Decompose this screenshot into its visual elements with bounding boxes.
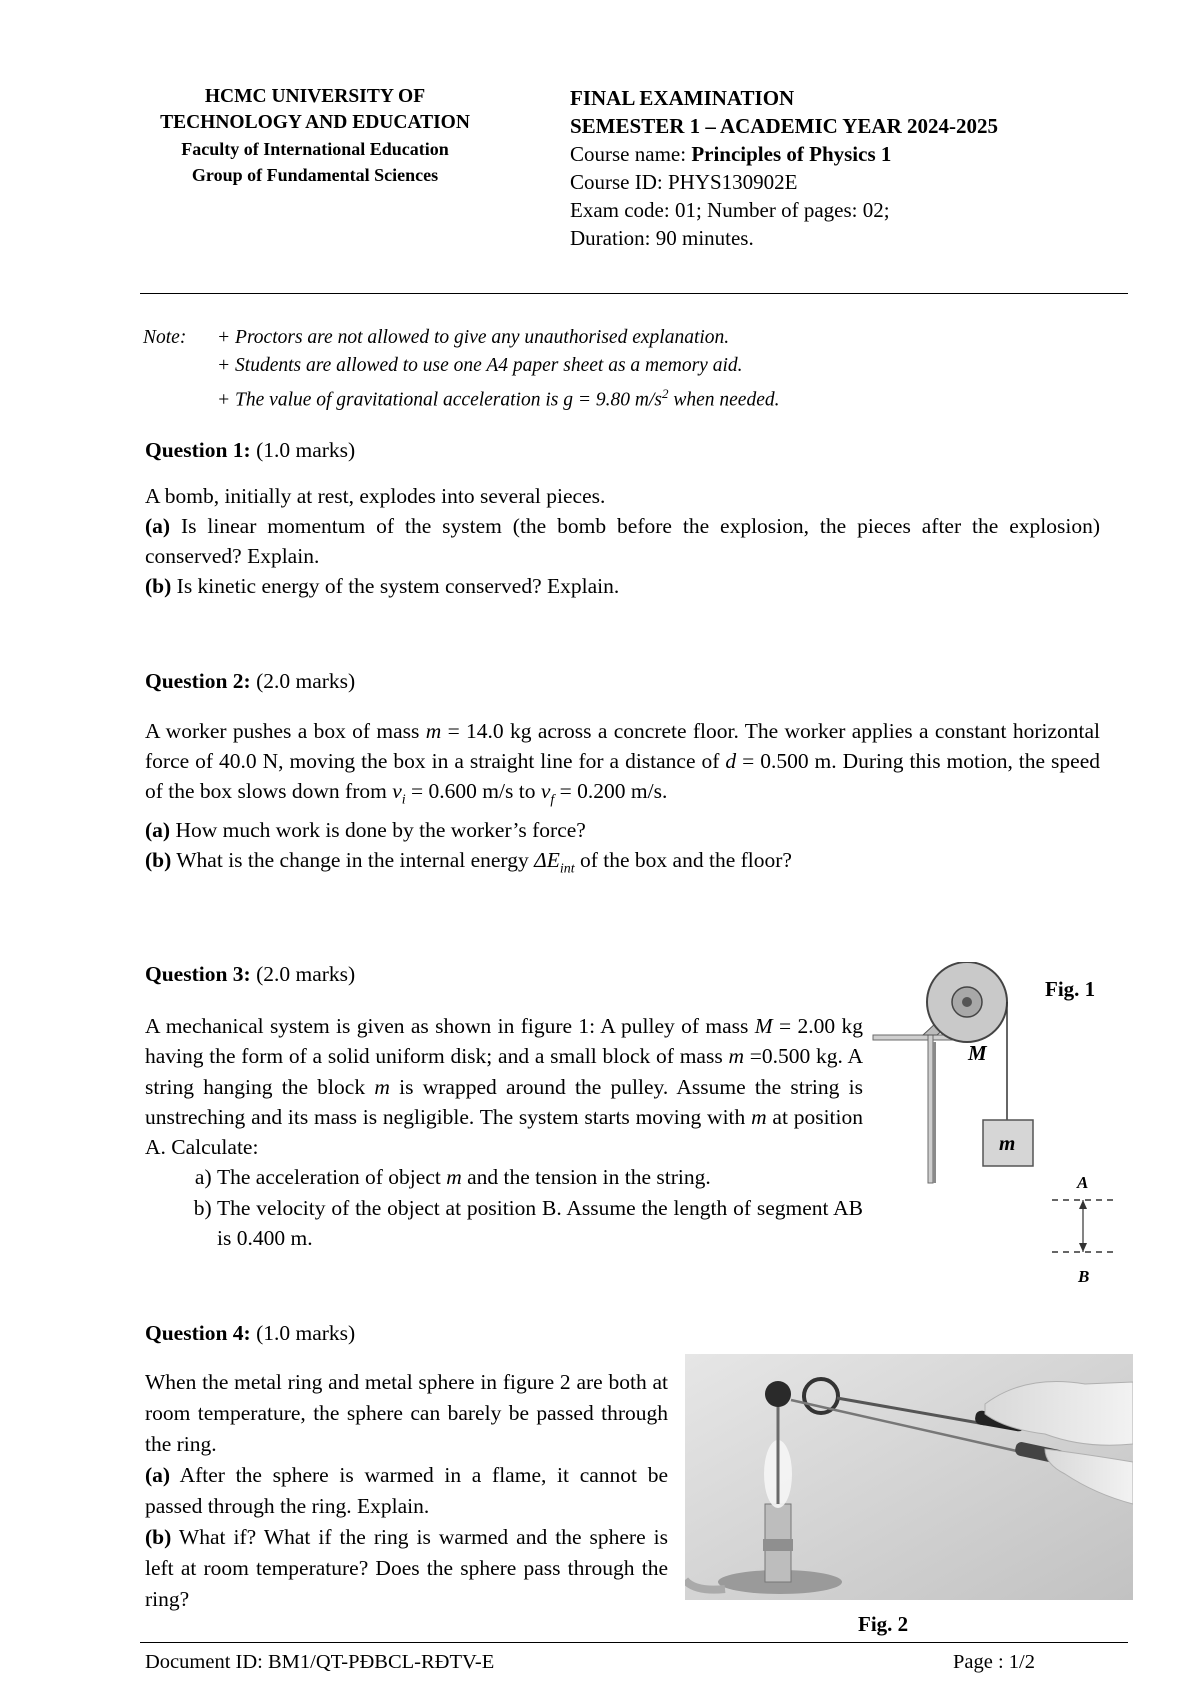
- footer-divider: [140, 1642, 1128, 1643]
- q2-text-4: = 0.600 m/s to: [405, 779, 541, 803]
- question-2-heading: [145, 669, 355, 694]
- question-4-part-a: [145, 1460, 668, 1522]
- semester-line: SEMESTER 1 – ACADEMIC YEAR 2024-2025: [570, 114, 999, 138]
- question-4-part-b: [145, 1522, 668, 1615]
- course-name-line: [570, 140, 998, 168]
- bracket-post-shadow: [933, 1042, 936, 1183]
- note-line-3-sup: 2: [661, 386, 669, 401]
- question-3-body: [145, 1011, 863, 1253]
- q2-var-vf: v: [540, 779, 551, 803]
- part-b-text: Is kinetic energy of the system conserved? Explain.: [171, 574, 620, 598]
- q2-text-2: = 14.0 kg across a concrete floor. The worker applies a constant horizontal force of 40.0 N, moving the box in a straight line for a distance of: [145, 719, 1100, 773]
- question-2-part-b: [145, 845, 1100, 884]
- question-1-intro: A bomb, initially at rest, explodes into several pieces.: [145, 484, 606, 508]
- bracket-bar: [873, 1035, 955, 1040]
- part-a-text: Is linear momentum of the system (the bomb before the explosion, the pieces after the explosion) conserved? Explain.: [145, 514, 1100, 568]
- position-B-label: B: [1078, 1267, 1090, 1286]
- exam-code-line: Exam code: 01; Number of pages: 02;: [570, 198, 890, 222]
- q3-var-m: m: [728, 1044, 744, 1069]
- q2-delta-e-symbol: ΔE: [534, 848, 560, 873]
- question-1-body: [145, 481, 1100, 601]
- note-line-1: + Proctors are not allowed to give any unauthorised explanation.: [217, 327, 730, 348]
- page-number: Page : 1/2: [953, 1651, 1035, 1673]
- question-4-intro: When the metal ring and metal sphere in figure 2 are both at room temperature, the sphere can barely be passed through the ring.: [145, 1370, 668, 1456]
- q2-var-vi: v: [392, 779, 402, 803]
- question-3-statement: [145, 1011, 863, 1162]
- part-a-text: How much work is done by the worker’s force?: [170, 818, 586, 843]
- question-2-part-a: [145, 815, 1100, 845]
- question-1-part-a: [145, 511, 1100, 571]
- q3-part-a-text-end: and the tension in the string.: [461, 1165, 711, 1190]
- question-1-part-b: [145, 571, 1100, 601]
- q2-delta-e-sub: int: [559, 861, 575, 877]
- part-b-label: (b): [145, 848, 172, 873]
- note-label: Note:: [143, 327, 187, 348]
- figure-1-caption: Fig. 1: [1045, 977, 1096, 1001]
- university-name-line2: TECHNOLOGY AND EDUCATION: [160, 112, 470, 133]
- question-4-heading: [145, 1321, 355, 1346]
- question-4-title: Question 4:: [145, 1321, 251, 1345]
- question-3-parts: [145, 1162, 863, 1253]
- q3-text-3: =0.500 kg. A string hanging the block: [145, 1044, 864, 1099]
- document-id: Document ID: BM1/QT-PĐBCL-RĐTV-E: [145, 1651, 495, 1673]
- course-name-label: Course name:: [570, 142, 692, 166]
- pulley-label-M: M: [968, 1041, 987, 1065]
- exam-note: [143, 324, 780, 415]
- question-4-marks: (1.0 marks): [250, 1321, 356, 1345]
- group-name: Group of Fundamental Sciences: [191, 165, 439, 185]
- q3-var-M: M: [754, 1014, 773, 1038]
- pulley-axle: [962, 997, 972, 1007]
- block-label-m: m: [999, 1131, 1016, 1155]
- question-2-body: [145, 716, 1100, 885]
- part-b-text: What is the change in the internal energy: [171, 848, 535, 873]
- q3-part-a-text: The acceleration of object: [217, 1165, 447, 1190]
- part-a-text: After the sphere is warmed in a flame, it cannot be passed through the ring. Explain.: [145, 1463, 668, 1518]
- question-1-title: Question 1:: [145, 438, 251, 462]
- note-line-3-text: + The value of gravitational acceleration is g = 9.80 m/s: [217, 389, 662, 411]
- q3-var-m-3: m: [751, 1104, 767, 1129]
- arrow-up: [1079, 1200, 1087, 1209]
- question-2-title: Question 2:: [145, 669, 251, 693]
- q2-var-d: d: [725, 749, 737, 773]
- arrow-down: [1079, 1243, 1087, 1252]
- burner-collar: [763, 1539, 793, 1551]
- question-2-marks: (2.0 marks): [250, 669, 356, 693]
- question-3-heading: [145, 962, 355, 987]
- question-3-title: Question 3:: [145, 962, 251, 986]
- figure-2-ring-sphere-photo: [685, 1354, 1133, 1600]
- question-1-marks: (1.0 marks): [250, 438, 356, 462]
- question-3-marks: (2.0 marks): [250, 962, 356, 986]
- figure-1-pulley-diagram: [865, 962, 1135, 1262]
- q2-var-vi-sub: i: [401, 792, 406, 808]
- note-line-2: + Students are allowed to use one A4 paper sheet as a memory aid.: [217, 355, 743, 376]
- q2-var-m: m: [425, 719, 442, 743]
- part-a-label: (a): [145, 514, 171, 538]
- question-3-part-b: b. The velocity of the object at position B. Assume the length of segment AB is 0.400 m.: [217, 1193, 863, 1254]
- q3-text-5: at position A. Calculate:: [145, 1104, 863, 1160]
- question-4-body: [145, 1367, 668, 1615]
- university-name-line1: HCMC UNIVERSITY OF: [204, 86, 426, 107]
- q2-text-3: = 0.500 m. During this motion, the speed of the box slows down from: [145, 749, 1100, 803]
- exam-title: FINAL EXAMINATION: [570, 86, 795, 110]
- q2-text-5: = 0.200 m/s.: [554, 779, 668, 803]
- q2-var-vf-sub: f: [550, 792, 555, 808]
- bracket-post: [928, 1035, 933, 1183]
- question-1-heading: [145, 438, 355, 463]
- part-b-text: What if? What if the ring is warmed and the sphere is left at room temperature? Does the sphere pass through the ring?: [145, 1525, 668, 1611]
- question-3-part-a: [217, 1162, 863, 1192]
- position-A-label: A: [1077, 1173, 1089, 1192]
- part-a-label: (a): [145, 1463, 171, 1487]
- part-b-label: (b): [145, 574, 172, 598]
- duration-line: Duration: 90 minutes.: [570, 226, 754, 250]
- note-line-3: [217, 380, 780, 415]
- question-2-statement: [145, 716, 1100, 815]
- note-line-3-end: when needed.: [668, 389, 780, 411]
- course-name: Principles of Physics 1: [691, 142, 892, 166]
- q3-var-m-2: m: [374, 1074, 390, 1099]
- course-id-line: Course ID: PHYS130902E: [570, 170, 798, 194]
- part-b-text-end: of the box and the floor?: [574, 848, 792, 873]
- metal-sphere: [765, 1381, 791, 1407]
- exam-header: [570, 84, 998, 252]
- part-a-label: (a): [145, 818, 171, 843]
- q3-text-4: is wrapped around the pulley. Assume the string is unstreching and its mass is negligible. The system starts moving with: [145, 1074, 863, 1129]
- figure-2-caption: Fig. 2: [858, 1612, 909, 1636]
- q3-text-2: = 2.00 kg having the form of a solid uniform disk; and a small block of mass: [145, 1014, 863, 1069]
- q3-text-1: A mechanical system is given as shown in figure 1: A pulley of mass: [145, 1014, 755, 1038]
- q3-part-a-var-m: m: [446, 1165, 462, 1190]
- faculty-name: Faculty of International Education: [181, 139, 449, 159]
- part-b-label: (b): [145, 1525, 172, 1549]
- header-divider: [140, 293, 1128, 294]
- university-header: [125, 84, 505, 188]
- q2-text-1: A worker pushes a box of mass: [145, 719, 426, 743]
